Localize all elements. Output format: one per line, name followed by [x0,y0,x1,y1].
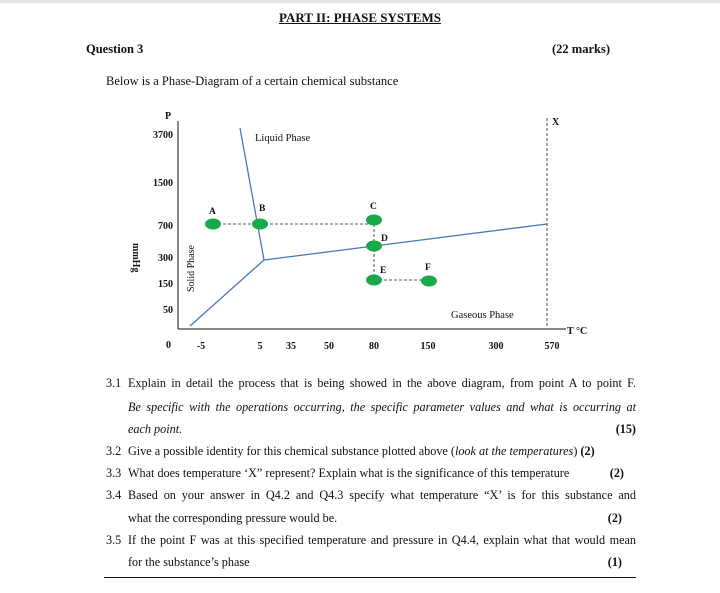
question-text-italic: look at the temperatures [454,444,574,458]
question-3-1-line-3 [128,422,636,437]
point-d-marker [366,241,382,252]
question-marks: (2) [609,466,624,480]
y-tick: 150 [158,279,173,290]
x-tick: 150 [420,341,436,352]
x-tick: 5 [257,341,263,352]
y-tick: 1500 [153,178,173,189]
question-number: 3.2 [106,444,122,458]
question-marks: (15) [615,422,636,436]
sublimation-line [190,260,264,326]
y-axis-unit: mmHg [130,243,141,273]
question-text: each point. [128,422,183,436]
point-a-label: A [209,207,216,217]
question-label: Question 3 [86,42,144,56]
question-text: What does temperature ‘X” represent? Explain what is the significance of this temperature [128,466,570,480]
question-3-1-line-1 [106,376,636,391]
question-3-5-line-2 [128,555,636,570]
x-tick: 300 [488,341,504,352]
bottom-rule [104,577,636,578]
y-axis-label: P [165,111,172,122]
question-marks: (2) [607,511,622,525]
y-tick: 700 [158,221,173,232]
vaporisation-line [264,224,547,260]
point-c-marker [366,215,382,226]
point-a-marker [205,219,221,230]
y-tick: 3700 [153,130,173,141]
question-3-4-line-2 [128,511,636,526]
y-tick: 300 [158,253,173,264]
question-3-1-line-2: Be specific with the operations occurring, the specific parameter values and what is occurring at [128,400,636,414]
point-e-label: E [380,266,387,276]
point-f-marker [421,276,437,287]
question-text: Explain in detail the process that is being showed in the above diagram, from point A to point F. [128,376,636,390]
x-tick: 35 [286,341,296,352]
liquid-phase-label: Liquid Phase [255,133,311,144]
gaseous-phase-label: Gaseous Phase [451,310,514,321]
question-number: 3.5 [106,533,122,547]
section-title-text: PART II: PHASE SYSTEMS [279,10,441,25]
question-number: 3.3 [106,466,122,480]
question-3-4-line-1 [106,488,636,503]
question-marks: (1) [607,555,622,569]
x-tick: 570 [544,341,560,352]
point-b-marker [252,219,268,230]
question-text: Give a possible identity for this chemical substance plotted above ( [128,444,455,458]
x-tick: -5 [196,341,206,352]
question-number: 3.1 [106,376,122,390]
solid-phase-label: Solid Phase [186,245,197,292]
question-text: ) [573,444,578,458]
question-text: Based on your answer in Q4.2 and Q4.3 specify what temperature “X’ is for this substance and [128,488,636,502]
y-tick: 50 [163,305,173,316]
point-f-label: F [425,263,431,273]
question-3-2 [106,444,636,459]
critical-marker-label: X [552,117,560,128]
x-tick: 80 [369,341,379,352]
question-marks: (22 marks) [552,42,610,56]
question-number: 3.4 [106,488,122,502]
point-e-marker [366,275,382,286]
question-text: If the point F was at this specified temperature and pressure in Q4.4, explain what that would mean [128,533,636,547]
question-text: what the corresponding pressure would be. [128,511,338,525]
point-c-label: C [370,202,377,212]
point-d-label: D [381,234,388,244]
question-3-5-line-1 [106,533,636,548]
y-tick: 0 [166,340,171,351]
x-axis-label: T °C [567,326,588,337]
solid-liquid-line [240,128,264,260]
question-marks: (2) [580,444,595,458]
x-tick: 50 [324,341,334,352]
point-b-label: B [259,204,266,214]
question-text: for the substance’s phase [128,555,250,569]
question-intro: Below is a Phase-Diagram of a certain chemical substance [106,74,399,88]
question-3-3 [106,466,636,481]
